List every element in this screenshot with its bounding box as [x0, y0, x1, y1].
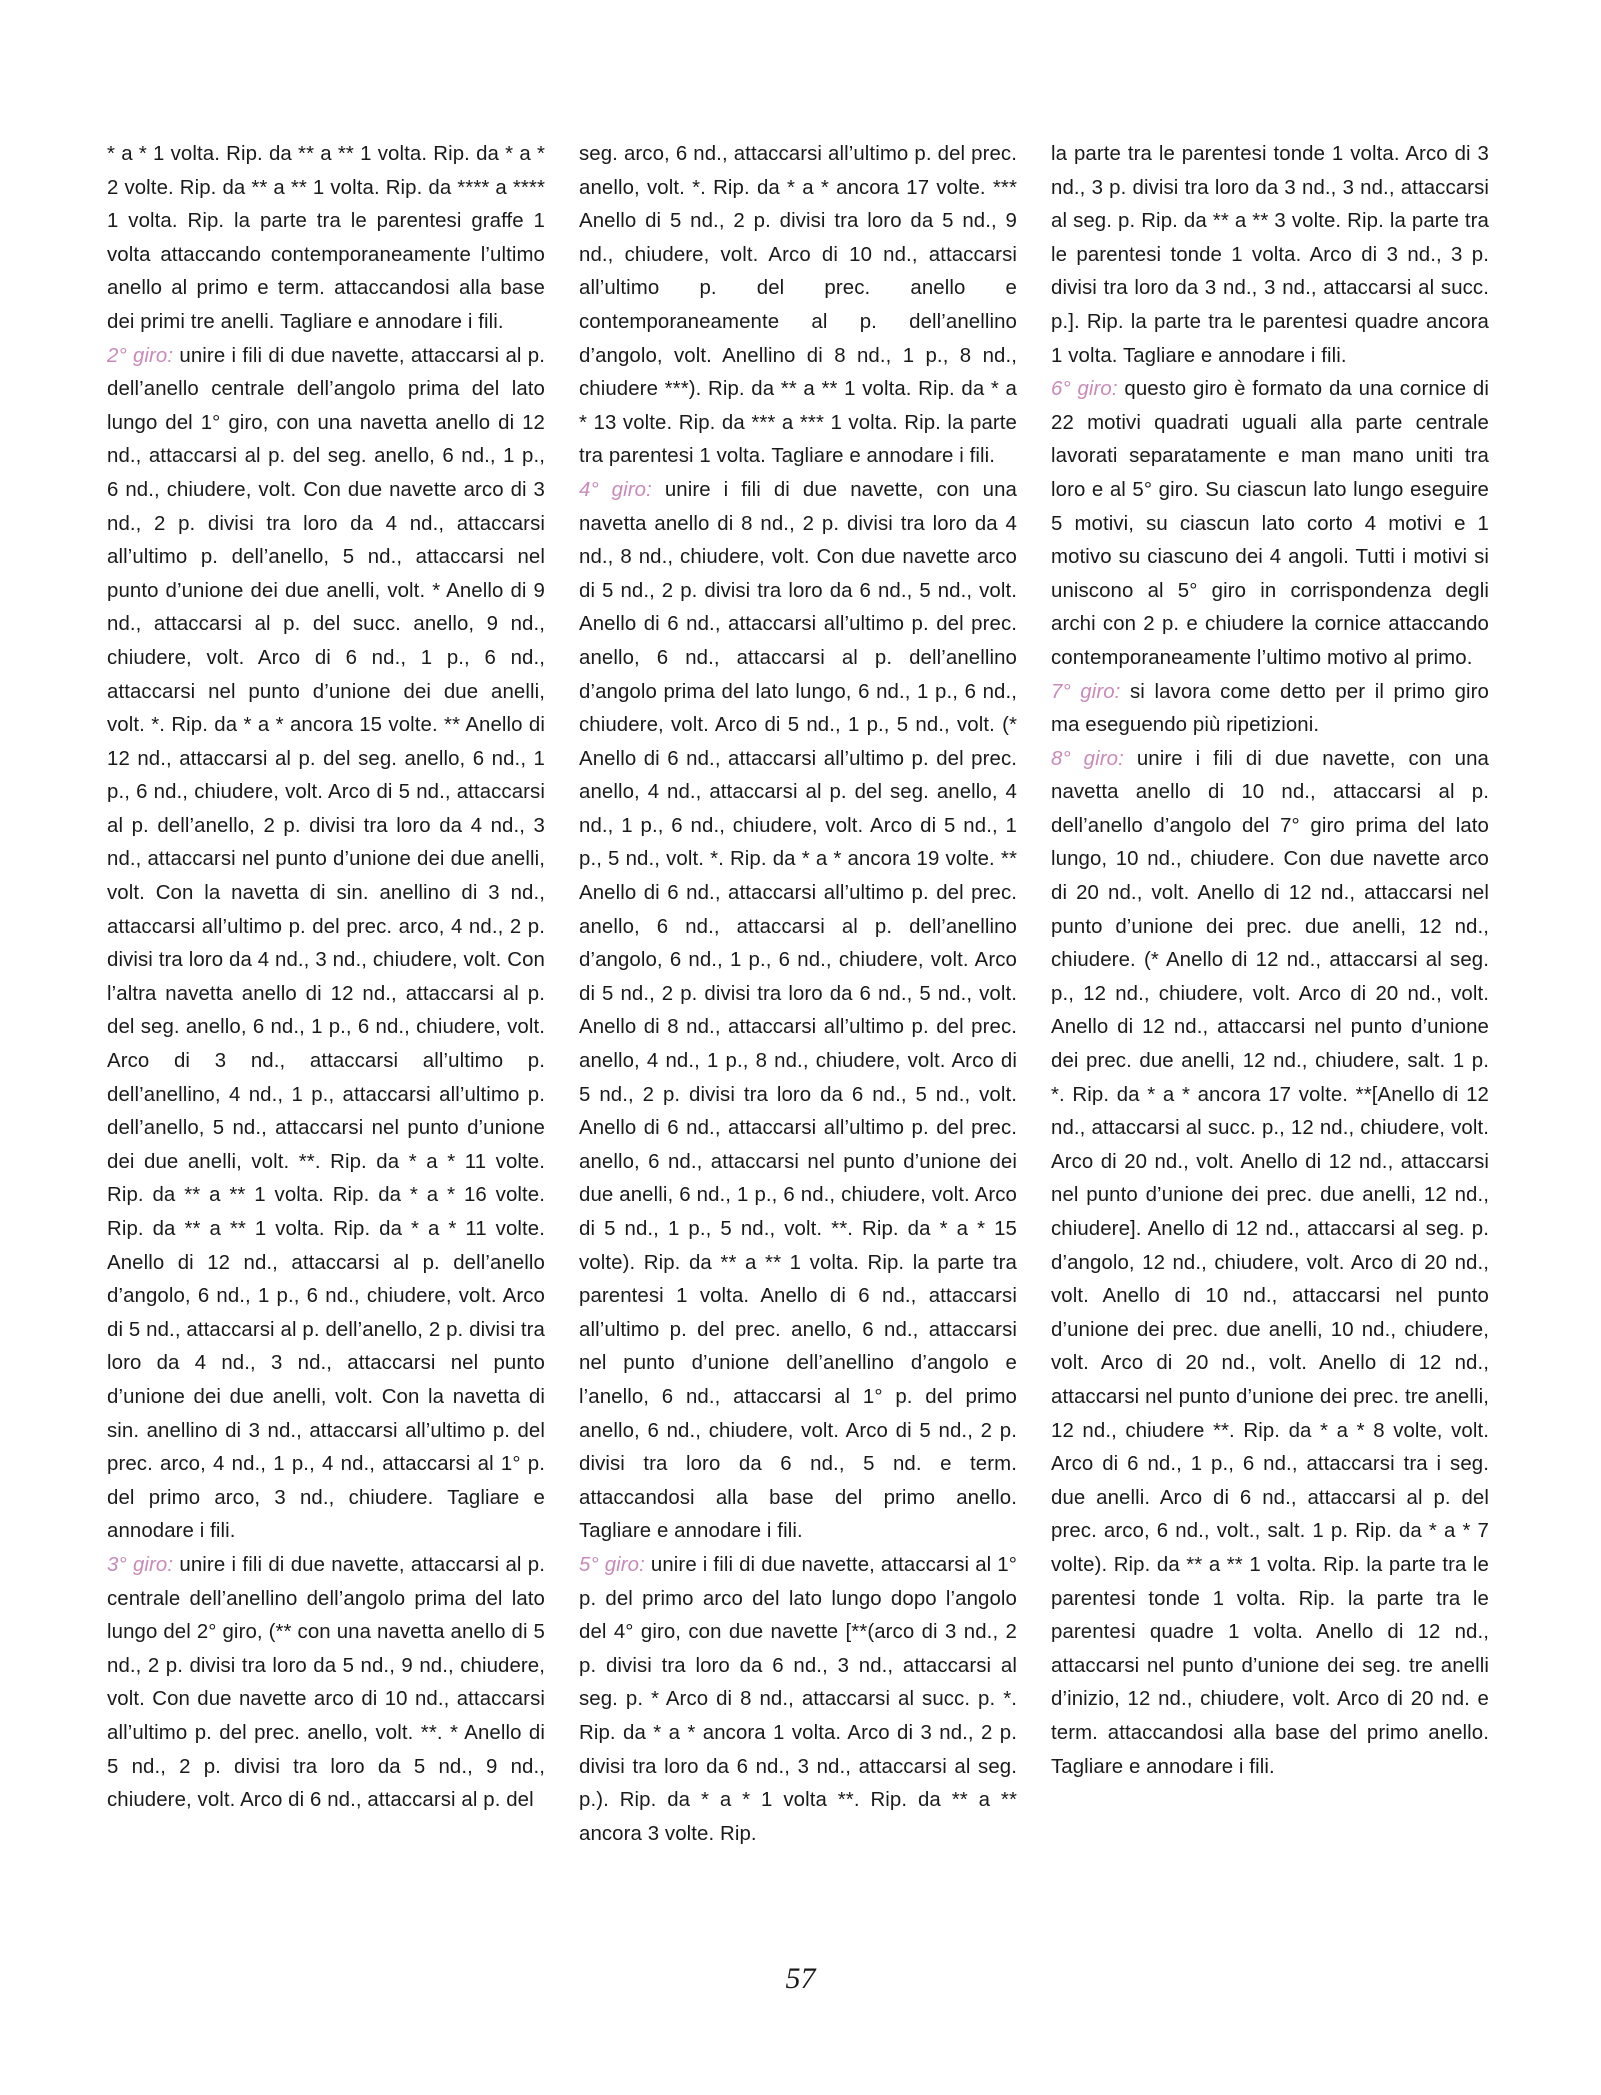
giro-label: 8° giro: [1051, 747, 1124, 770]
paragraph-text: unire i fili di due navette, con una navetta anello di 8 nd., 2 p. divisi tra loro da 4 nd., 8 nd., chiudere, volt. Con due navette arco di 5 nd., 2 p. divisi tra loro da 6 nd., 5 nd., volt. Anello di 6 nd., attaccarsi all’ultimo p. del prec. anello, 6 nd., attaccarsi al p. dell’anellino d’angolo prima del lato lungo, 6 nd., 1 p., 6 nd., chiudere, volt. Arco di 5 nd., 1 p., 5 nd., volt. (* Anello di 6 nd., attaccarsi all’ultimo p. del prec. anello, 4 nd., attaccarsi al p. del seg. anello, 4 nd., 1 p., 6 nd., chiudere, volt. Arco di 5 nd., 1 p., 5 nd., volt. *. Rip. da * a * ancora 19 volte. ** Anello di 6 nd., attaccarsi all’ultimo p. del prec. anello, 6 nd., attaccarsi al p. dell’anellino d’angolo, 6 nd., 1 p., 6 nd., chiudere, volt. Arco di 5 nd., 2 p. divisi tra loro da 6 nd., 5 nd., volt. Anello di 8 nd., attaccarsi all’ultimo p. del prec. anello, 4 nd., 1 p., 8 nd., chiudere, volt. Arco di 5 nd., 2 p. divisi tra loro da 6 nd., 5 nd., volt. Anello di 6 nd., attaccarsi all’ultimo p. del prec. anello, 6 nd., attaccarsi nel punto d’unione dei due anelli, 6 nd., 1 p., 6 nd., chiudere, volt. Arco di 5 nd., 1 p., 5 nd., volt. **. Rip. da * a * 15 volte). Rip. da ** a ** 1 volta. Rip. la parte tra parentesi 1 volta. Anello di 6 nd., attaccarsi all’ultimo p. del prec. anello, 6 nd., attaccarsi nel punto d’unione dell’anellino d’angolo e l’anello, 6 nd., attaccarsi al 1° p. del primo anello, 6 nd., chiudere, volt. Arco di 5 nd., 2 p. divisi tra loro da 6 nd., 5 nd. e term. attaccandosi alla base del primo anello. Tagliare e annodare i fili. [579, 478, 1017, 1543]
paragraph-giro-4 [579, 474, 1017, 1549]
column-3 [1051, 138, 1489, 1851]
paragraph-text: unire i fili di due navette, attaccarsi al p. centrale dell’anellino dell’angolo prima del lato lungo del 2° giro, (** con una navetta anello di 5 nd., 2 p. divisi tra loro da 5 nd., 9 nd., chiudere, volt. Con due navette arco di 10 nd., attaccarsi all’ultimo p. del prec. anello, volt. **. * Anello di 5 nd., 2 p. divisi tra loro da 5 nd., 9 nd., chiudere, volt. Arco di 6 nd., attaccarsi al p. del [107, 1553, 545, 1812]
paragraph-text: questo giro è formato da una cornice di 22 motivi quadrati uguali alla parte centrale lavorati separatamente e man mano uniti tra loro e al 5° giro. Su ciascun lato lungo eseguire 5 motivi, su ciascun lato corto 4 motivi e 1 motivo su ciascuno dei 4 angoli. Tutti i motivi si uniscono al 5° giro in corrispondenza degli archi con 2 p. e chiudere la cornice attaccando contemporaneamente l’ultimo motivo al primo. [1051, 378, 1489, 669]
paragraph-text: si lavora come detto per il primo giro ma eseguendo più ripetizioni. [1051, 680, 1489, 737]
giro-label: 2° giro: [107, 344, 174, 367]
paragraph-text: unire i fili di due navette, attaccarsi al p. dell’anello centrale dell’angolo prima del lato lungo del 1° giro, con una navetta anello di 12 nd., attaccarsi al p. del seg. anello, 6 nd., 1 p., 6 nd., chiudere, volt. Con due navette arco di 3 nd., 2 p. divisi tra loro da 4 nd., attaccarsi all’ultimo p. dell’anello, 5 nd., attaccarsi nel punto d’unione dei due anelli, volt. * Anello di 9 nd., attaccarsi al p. del succ. anello, 9 nd., chiudere, volt. Arco di 6 nd., 1 p., 6 nd., attaccarsi nel punto d’unione dei due anelli, volt. *. Rip. da * a * ancora 15 volte. ** Anello di 12 nd., attaccarsi al p. del seg. anello, 6 nd., 1 p., 6 nd., chiudere, volt. Arco di 5 nd., attaccarsi al p. dell’anello, 2 p. divisi tra loro da 4 nd., 3 nd., attaccarsi nel punto d’unione dei due anelli, volt. Con la navetta di sin. anellino di 3 nd., attaccarsi all’ultimo p. del prec. arco, 4 nd., 2 p. divisi tra loro da 4 nd., 3 nd., chiudere, volt. Con l’altra navetta anello di 12 nd., attaccarsi al p. del seg. anello, 6 nd., 1 p., 6 nd., chiudere, volt. Arco di 3 nd., attaccarsi all’ultimo p. dell’anellino, 4 nd., 1 p., attaccarsi all’ultimo p. dell’anello, 5 nd., attaccarsi nel punto d’unione dei due anelli, volt. **. Rip. da * a * 11 volte. Rip. da ** a ** 1 volta. Rip. da * a * 16 volte. Rip. da ** a ** 1 volta. Rip. da * a * 11 volte. Anello di 12 nd., attaccarsi al p. dell’anello d’angolo, 6 nd., 1 p., 6 nd., chiudere, volt. Arco di 5 nd., attaccarsi al p. dell’anello, 2 p. divisi tra loro da 4 nd., 3 nd., attaccarsi nel punto d’unione dei due anelli, volt. Con la navetta di sin. anellino di 3 nd., attaccarsi all’ultimo p. del prec. arco, 4 nd., 1 p., 4 nd., attaccarsi al 1° p. del primo arco, 3 nd., chiudere. Tagliare e annodare i fili. [107, 344, 545, 1543]
text-columns [107, 138, 1489, 1851]
paragraph-giro-2 [107, 340, 545, 1549]
giro-label: 3° giro: [107, 1553, 174, 1576]
paragraph: * a * 1 volta. Rip. da ** a ** 1 volta. Rip. da * a * 2 volte. Rip. da ** a ** 1 volta. Rip. da **** a **** 1 volta. Rip. la parte tra le parentesi graffe 1 volta attaccando contemporaneamente l’ultimo anello al primo e term. attaccandosi alla base dei primi tre anelli. Tagliare e annodare i fili. [107, 143, 545, 333]
paragraph-text: unire i fili di due navette, attaccarsi al 1° p. del primo arco del lato lungo dopo l’angolo del 4° giro, con due navette [**(arco di 3 nd., 2 p. divisi tra loro da 6 nd., 3 nd., attaccarsi al seg. p. * Arco di 8 nd., attaccarsi al succ. p. *. Rip. da * a * ancora 1 volta. Arco di 3 nd., 2 p. divisi tra loro da 6 nd., 3 nd., attaccarsi al seg. p.). Rip. da * a * 1 volta **. Rip. da ** a ** ancora 3 volte. Rip. [579, 1553, 1017, 1845]
paragraph-text: unire i fili di due navette, con una navetta anello di 10 nd., attaccarsi al p. dell’anello d’angolo del 7° giro prima del lato lungo, 10 nd., chiudere. Con due navette arco di 20 nd., volt. Anello di 12 nd., attaccarsi nel punto d’unione dei prec. due anelli, 12 nd., chiudere. (* Anello di 12 nd., attaccarsi al seg. p., 12 nd., chiudere, volt. Arco di 20 nd., volt. Anello di 12 nd., attaccarsi nel punto d’unione dei prec. due anelli, 12 nd., chiudere, salt. 1 p. *. Rip. da * a * ancora 17 volte. **[Anello di 12 nd., attaccarsi al succ. p., 12 nd., chiudere, volt. Arco di 20 nd., volt. Anello di 12 nd., attaccarsi nel punto d’unione dei prec. due anelli, 12 nd., chiudere]. Anello di 12 nd., attaccarsi al seg. p. d’angolo, 12 nd., chiudere, volt. Arco di 20 nd., volt. Anello di 10 nd., attaccarsi nel punto d’unione dei prec. due anelli, 10 nd., chiudere, volt. Arco di 20 nd., volt. Anello di 12 nd., attaccarsi nel punto d’unione dei prec. tre anelli, 12 nd., chiudere **. Rip. da * a * 8 volte, volt. Arco di 6 nd., 1 p., 6 nd., attaccarsi tra i seg. due anelli. Arco di 6 nd., attaccarsi al p. del prec. arco, 6 nd., volt., salt. 1 p. Rip. da * a * 7 volte). Rip. da ** a ** 1 volta. Rip. la parte tra le parentesi tonde 1 volta. Rip. la parte tra le parentesi quadre 1 volta. Anello di 12 nd., attaccarsi nel punto d’unione dei seg. tre anelli d’inizio, 12 nd., chiudere, volt. Arco di 20 nd. e term. attaccandosi alla base del primo anello. Tagliare e annodare i fili. [1051, 747, 1489, 1778]
paragraph-giro-3 [107, 1549, 545, 1818]
paragraph: la parte tra le parentesi tonde 1 volta. Arco di 3 nd., 3 p. divisi tra loro da 3 nd., 3 nd., attaccarsi al seg. p. Rip. da ** a ** 3 volte. Rip. la parte tra le parentesi tonde 1 volta. Arco di 3 nd., 3 p. divisi tra loro da 3 nd., 3 nd., attaccarsi al succ. p.]. Rip. la parte tra le parentesi quadre ancora 1 volta. Tagliare e annodare i fili. [1051, 143, 1489, 367]
paragraph-giro-5 [579, 1549, 1017, 1851]
paragraph-giro-7 [1051, 676, 1489, 743]
giro-label: 5° giro: [579, 1553, 645, 1576]
column-2 [579, 138, 1017, 1851]
giro-label: 4° giro: [579, 478, 652, 501]
giro-label: 6° giro: [1051, 378, 1118, 401]
column-1 [107, 138, 545, 1851]
paragraph-giro-8 [1051, 743, 1489, 1784]
page-number: 57 [785, 1962, 816, 1995]
giro-label: 7° giro: [1051, 680, 1121, 703]
paragraph-giro-6 [1051, 373, 1489, 675]
paragraph: seg. arco, 6 nd., attaccarsi all’ultimo p. del prec. anello, volt. *. Rip. da * a * ancora 17 volte. *** Anello di 5 nd., 2 p. divisi tra loro da 5 nd., 9 nd., chiudere, volt. Arco di 10 nd., attaccarsi all’ultimo p. del prec. anello e contemporaneamente al p. dell’anellino d’angolo, volt. Anellino di 8 nd., 1 p., 8 nd., chiudere ***). Rip. da ** a ** 1 volta. Rip. da * a * 13 volte. Rip. da *** a *** 1 volta. Rip. la parte tra parentesi 1 volta. Tagliare e annodare i fili. [579, 143, 1017, 468]
